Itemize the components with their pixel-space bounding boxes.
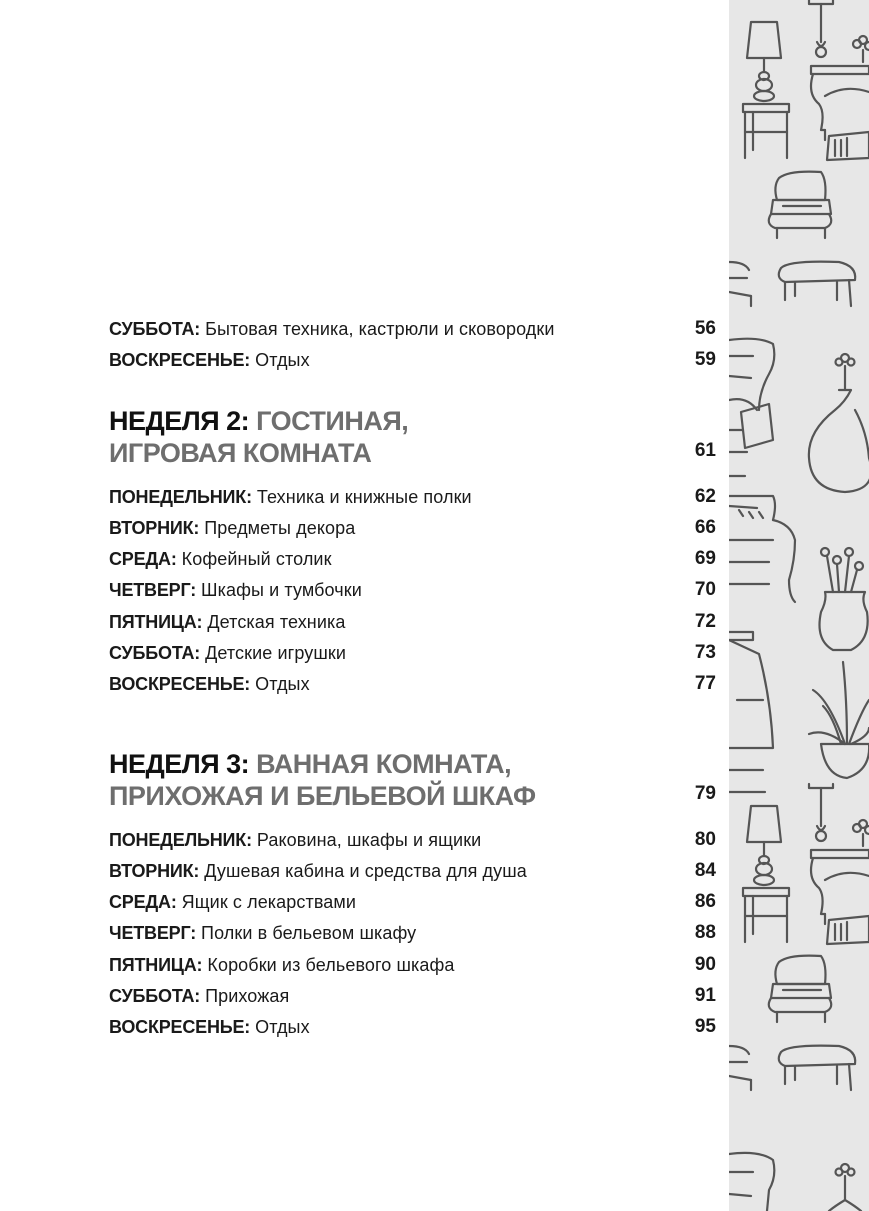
week-page-number: 61 bbox=[694, 440, 716, 461]
entry-page-number: 69 bbox=[694, 548, 716, 569]
entry-day: СРЕДА: bbox=[109, 549, 177, 569]
vase-icon bbox=[809, 354, 869, 492]
toc-entry-thursday-week2[interactable] bbox=[109, 577, 716, 603]
entry-topic: Раковина, шкафы и ящики bbox=[256, 830, 482, 850]
entry-day: ВОСКРЕСЕНЬЕ: bbox=[109, 674, 251, 694]
toc-entry-saturday-week1[interactable] bbox=[109, 316, 716, 342]
entry-day: ПОНЕДЕЛЬНИК: bbox=[109, 487, 252, 507]
entry-topic: Отдых bbox=[255, 1017, 310, 1037]
toc-entry-tuesday-week2[interactable] bbox=[109, 515, 716, 541]
entry-day: ПЯТНИЦА: bbox=[109, 612, 203, 632]
entry-topic: Отдых bbox=[255, 674, 310, 694]
entry-page-number: 70 bbox=[694, 579, 716, 600]
entry-topic: Детская техника bbox=[207, 612, 346, 632]
entry-day: ВОСКРЕСЕНЬЕ: bbox=[109, 350, 251, 370]
entry-page-number: 73 bbox=[694, 642, 716, 663]
entry-page-number: 62 bbox=[694, 486, 716, 507]
entry-page-number: 88 bbox=[694, 922, 716, 943]
toc-entry-tuesday-week3[interactable] bbox=[109, 858, 716, 884]
week-label: НЕДЕЛЯ 2: bbox=[109, 406, 250, 436]
sofa-arm-icon bbox=[729, 496, 795, 602]
entry-topic: Техника и книжные полки bbox=[256, 487, 472, 507]
entry-topic: Коробки из бельевого шкафа bbox=[207, 955, 455, 975]
toc-entry-wednesday-week2[interactable] bbox=[109, 546, 716, 572]
week-title-line2: ИГРОВАЯ КОМНАТА bbox=[109, 438, 372, 468]
entry-day: ПОНЕДЕЛЬНИК: bbox=[109, 830, 252, 850]
entry-day: СУББОТА: bbox=[109, 986, 201, 1006]
floor-lamp-icon bbox=[729, 632, 773, 792]
entry-day: ВОСКРЕСЕНЬЕ: bbox=[109, 1017, 251, 1037]
entry-topic: Детские игрушки bbox=[205, 643, 346, 663]
toc-entry-friday-week2[interactable] bbox=[109, 609, 716, 635]
decorative-sidebar bbox=[729, 0, 869, 1211]
entry-topic: Предметы декора bbox=[204, 518, 356, 538]
entry-topic: Шкафы и тумбочки bbox=[201, 580, 362, 600]
toc-entry-saturday-week3[interactable] bbox=[109, 983, 716, 1009]
entry-page-number: 84 bbox=[694, 860, 716, 881]
entry-topic: Ящик с лекарствами bbox=[181, 892, 357, 912]
toc-entry-sunday-week2[interactable] bbox=[109, 671, 716, 697]
week-title-line1: ВАННАЯ КОМНАТА, bbox=[256, 749, 512, 779]
entry-page-number: 77 bbox=[694, 673, 716, 694]
entry-page-number: 66 bbox=[694, 517, 716, 538]
entry-day: СРЕДА: bbox=[109, 892, 177, 912]
entry-page-number: 86 bbox=[694, 891, 716, 912]
sofa-arm-icon bbox=[729, 339, 774, 476]
flower-pot-icon bbox=[820, 548, 868, 650]
toc-entry-monday-week2[interactable] bbox=[109, 484, 716, 510]
entry-topic: Душевая кабина и средства для душа bbox=[204, 861, 527, 881]
entry-topic: Кофейный столик bbox=[181, 549, 332, 569]
entry-page-number: 59 bbox=[694, 349, 716, 370]
sofa-arm-icon bbox=[729, 1153, 774, 1211]
toc-entry-saturday-week2[interactable] bbox=[109, 640, 716, 666]
entry-page-number: 56 bbox=[694, 318, 716, 339]
week2-heading[interactable] bbox=[109, 405, 716, 469]
entry-day: ВТОРНИК: bbox=[109, 518, 200, 538]
potted-plant-icon bbox=[809, 662, 869, 778]
toc-entry-sunday-week1[interactable] bbox=[109, 347, 716, 373]
toc-entry-friday-week3[interactable] bbox=[109, 952, 716, 978]
week-label: НЕДЕЛЯ 3: bbox=[109, 749, 250, 779]
entry-page-number: 80 bbox=[694, 829, 716, 850]
entry-topic: Прихожая bbox=[205, 986, 290, 1006]
week-title-line1: ГОСТИНАЯ, bbox=[256, 406, 409, 436]
entry-page-number: 72 bbox=[694, 611, 716, 632]
entry-topic: Бытовая техника, кастрюли и сковородки bbox=[205, 319, 555, 339]
toc-entry-wednesday-week3[interactable] bbox=[109, 889, 716, 915]
entry-day: СУББОТА: bbox=[109, 643, 201, 663]
entry-page-number: 90 bbox=[694, 954, 716, 975]
entry-page-number: 91 bbox=[694, 985, 716, 1006]
flower-icon bbox=[829, 1164, 861, 1211]
entry-day: ПЯТНИЦА: bbox=[109, 955, 203, 975]
entry-topic: Отдых bbox=[255, 350, 310, 370]
entry-day: ВТОРНИК: bbox=[109, 861, 200, 881]
entry-day: ЧЕТВЕРГ: bbox=[109, 923, 197, 943]
toc-entry-thursday-week3[interactable] bbox=[109, 920, 716, 946]
furniture-pattern bbox=[729, 0, 869, 1211]
entry-topic: Полки в бельевом шкафу bbox=[201, 923, 417, 943]
entry-day: СУББОТА: bbox=[109, 319, 201, 339]
entry-day: ЧЕТВЕРГ: bbox=[109, 580, 197, 600]
entry-page-number: 95 bbox=[694, 1016, 716, 1037]
week-title-line2: ПРИХОЖАЯ И БЕЛЬЕВОЙ ШКАФ bbox=[109, 781, 536, 811]
week-page-number: 79 bbox=[694, 783, 716, 804]
toc-entry-monday-week3[interactable] bbox=[109, 827, 716, 853]
week3-heading[interactable] bbox=[109, 748, 716, 812]
toc-entry-sunday-week3[interactable] bbox=[109, 1014, 716, 1040]
